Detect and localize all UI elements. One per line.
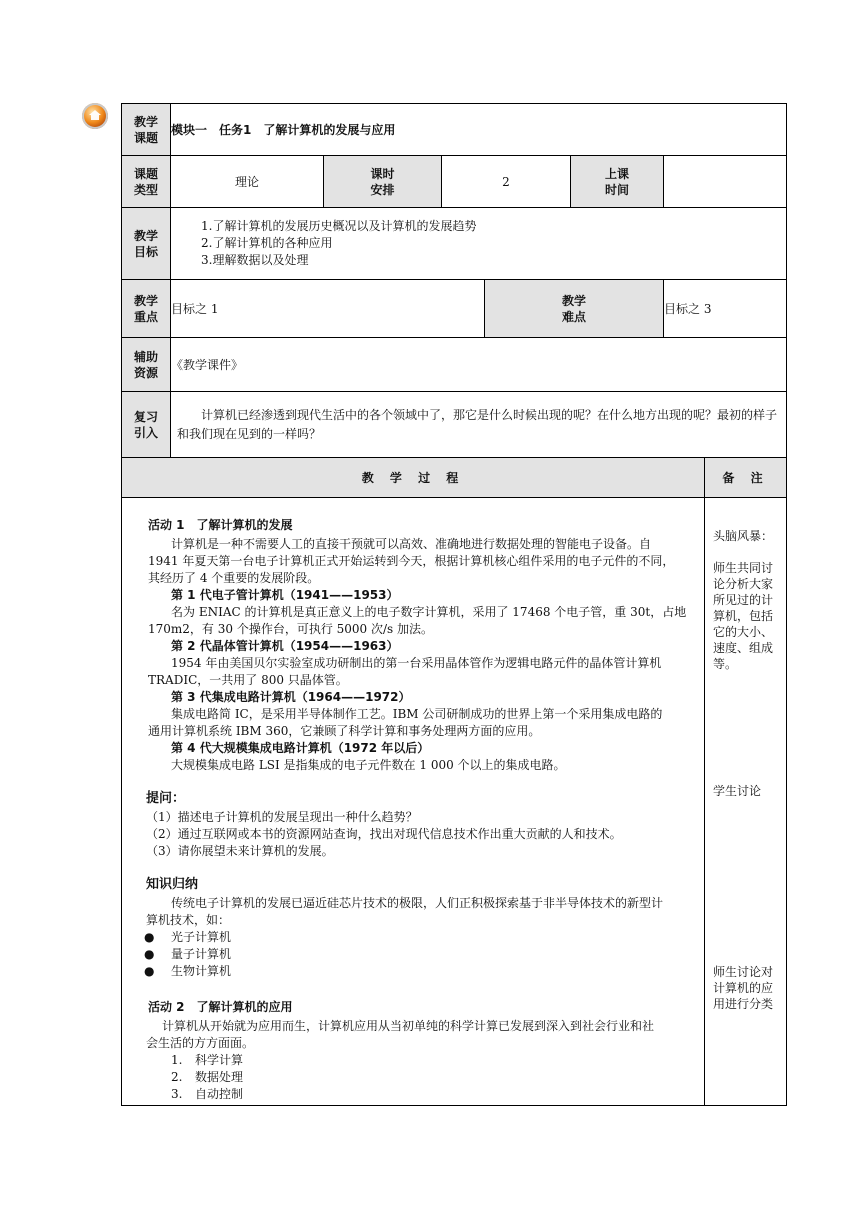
paragraph-line: 会生活的方方面面。: [146, 1036, 255, 1050]
goals-row: [122, 208, 787, 280]
difficult-value: 目标之 3: [664, 280, 787, 338]
paragraph-line: 计算机是一种不需要人工的直接干预就可以高效、准确地进行数据处理的智能电子设备。自: [171, 537, 652, 551]
lesson-plan-table: [121, 103, 787, 1106]
resource-value: 《教学课件》: [171, 338, 787, 392]
paragraph-line: 其经历了 4 个重要的发展阶段。: [148, 571, 320, 585]
time-label: 上课 时间: [571, 156, 664, 208]
goals-list: [171, 208, 787, 280]
gen2-title: 第 2 代晶体管计算机（1954——1963）: [171, 639, 399, 653]
application-item: 自动控制: [195, 1087, 244, 1101]
home-logo-icon: [82, 103, 108, 129]
summary-title: 知识归纳: [146, 877, 199, 892]
application-item: 科学计算: [195, 1053, 244, 1067]
note-classify: 师生讨论对计算机的应用进行分类: [713, 965, 774, 1011]
application-num: 1.: [171, 1053, 183, 1067]
notes-label: 备 注: [705, 458, 787, 498]
hours-label: 课时 安排: [324, 156, 442, 208]
application-num: 2.: [171, 1070, 183, 1084]
gen4-title: 第 4 代大规模集成电路计算机（1972 年以后）: [171, 741, 430, 755]
review-text-cell: [171, 392, 787, 458]
note-brainstorm-text: 师生共同讨论分析大家所见过的计算机，包括它的大小、速度、组成等。: [713, 561, 774, 671]
question-item: （3）请你展望未来计算机的发展。: [146, 844, 334, 858]
gen1-title: 第 1 代电子管计算机（1941——1953）: [171, 588, 399, 602]
key-row: [122, 280, 787, 338]
paragraph-line: 大规模集成电路 LSI 是指集成的电子元件数在 1 000 个以上的集成电路。: [171, 758, 566, 772]
paragraph-line: 集成电路简 IC，是采用半导体制作工艺。IBM 公司研制成功的世界上第一个采用集成电路的: [171, 707, 663, 721]
type-label: 课题 类型: [122, 156, 171, 208]
note-brainstorm: 头脑风暴：: [713, 529, 774, 543]
key-label: 教学 重点: [122, 280, 171, 338]
hours-value: 2: [442, 156, 571, 208]
goal-item: 1.了解计算机的发展历史概况以及计算机的发展趋势: [201, 219, 477, 233]
bullet-item: 量子计算机: [171, 947, 232, 961]
topic-label: 教学 课题: [122, 104, 171, 156]
goal-item: 3.理解数据以及处理: [201, 253, 309, 267]
activity2-title: 活动 2 了解计算机的应用: [148, 1000, 293, 1014]
question-item: （1）描述电子计算机的发展呈现出一种什么趋势？: [146, 810, 418, 824]
key-value: 目标之 1: [171, 280, 485, 338]
process-content: [122, 498, 705, 1106]
review-row: [122, 392, 787, 458]
bullet-icon: ●: [144, 930, 155, 944]
process-label: 教 学 过 程: [122, 458, 705, 498]
paragraph-line: 传统电子计算机的发展已逼近硅芯片技术的极限，人们正积极探索基于非半导体技术的新型计: [171, 896, 664, 910]
type-row: [122, 156, 787, 208]
resource-row: [122, 338, 787, 392]
paragraph-line: 1954 年由美国贝尔实验室成功研制出的第一台采用晶体管作为逻辑电路元件的晶体管计算机: [171, 656, 662, 670]
time-value: [664, 156, 787, 208]
paragraph-line: 通用计算机系统 IBM 360，它兼顾了科学计算和事务处理两方面的应用。: [148, 724, 541, 738]
question-item: （2）通过互联网或本书的资源网站查询，找出对现代信息技术作出重大贡献的人和技术。: [146, 827, 622, 841]
topic-value: 模块一 任务1 了解计算机的发展与应用: [171, 104, 787, 156]
paragraph-line: 170m2，有 30 个操作台，可执行 5000 次/s 加法。: [148, 622, 434, 636]
paragraph-line: 名为 ENIAC 的计算机是真正意义上的电子数字计算机，采用了 17468 个电子管，重 30t，占地: [171, 605, 687, 619]
application-item: 数据处理: [195, 1070, 244, 1084]
resource-label: 辅助 资源: [122, 338, 171, 392]
difficult-label: 教学 难点: [485, 280, 664, 338]
note-discussion: 学生讨论: [713, 784, 762, 798]
application-num: 3.: [171, 1087, 183, 1101]
activity1-title: 活动 1 了解计算机的发展: [148, 518, 293, 532]
notes-content: [705, 498, 787, 1106]
process-body-row: [122, 498, 787, 1106]
goals-label: 教学 目标: [122, 208, 171, 280]
bullet-item: 生物计算机: [171, 964, 232, 978]
topic-row: [122, 104, 787, 156]
paragraph-line: 计算机从开始就为应用而生，计算机应用从当初单纯的科学计算已发展到深入到社会行业和社: [162, 1019, 655, 1033]
house-icon: [89, 110, 101, 120]
review-text: 计算机已经渗透到现代生活中的各个领域中了，那它是什么时候出现的呢？在什么地方出现的呢？最初的样子和我们现在见到的一样吗？: [177, 407, 778, 441]
type-value: 理论: [171, 156, 324, 208]
gen3-title: 第 3 代集成电路计算机（1964——1972）: [171, 690, 411, 704]
paragraph-line: 算机技术，如：: [146, 913, 231, 927]
question-title: 提问：: [146, 791, 186, 806]
bullet-icon: ●: [144, 964, 155, 978]
paragraph-line: TRADIC，一共用了 800 只晶体管。: [148, 673, 348, 687]
process-header-row: [122, 458, 787, 498]
bullet-icon: ●: [144, 947, 155, 961]
goal-item: 2.了解计算机的各种应用: [201, 236, 333, 250]
paragraph-line: 1941 年夏天第一台电子计算机正式开始运转到今天，根据计算机核心组件采用的电子元件的不同，: [148, 554, 675, 568]
review-label: 复习 引入: [122, 392, 171, 458]
bullet-item: 光子计算机: [171, 930, 232, 944]
